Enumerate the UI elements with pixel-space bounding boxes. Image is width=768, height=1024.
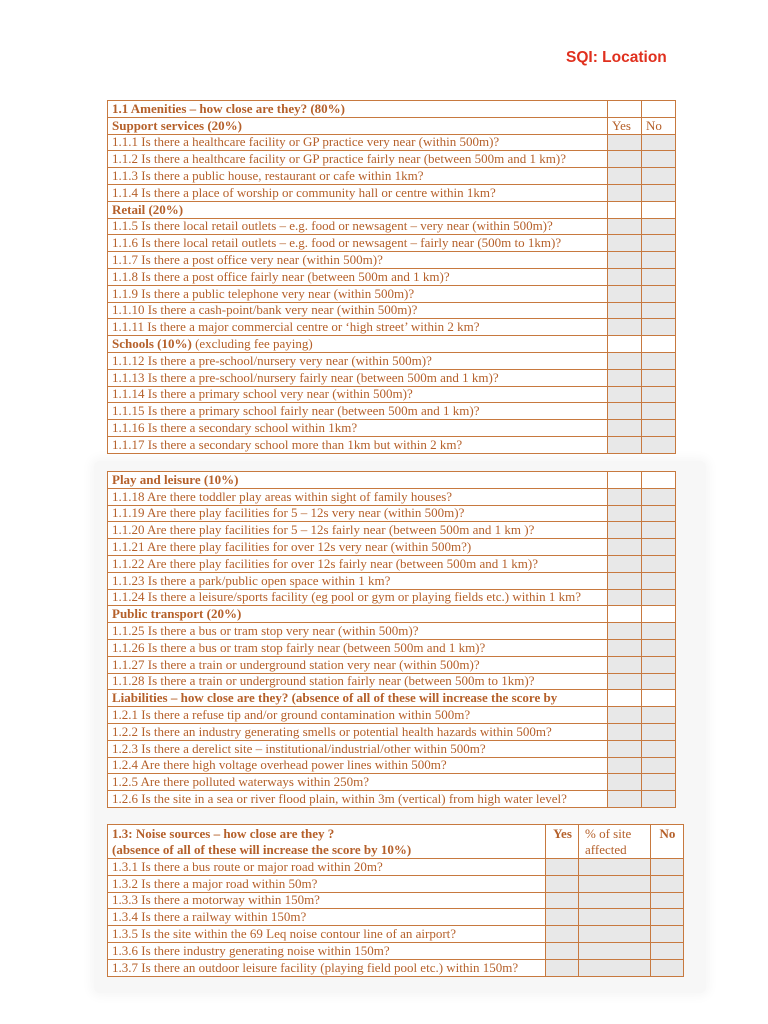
no-answer-cell bbox=[642, 268, 676, 285]
question-text: 1.1.8 Is there a post office fairly near (between 500m and 1 km)? bbox=[108, 268, 608, 285]
no-answer-cell bbox=[642, 302, 676, 319]
no-answer-cell bbox=[642, 723, 676, 740]
no-answer-cell bbox=[651, 859, 684, 876]
question-row bbox=[108, 589, 676, 606]
question-text: 1.2.4 Are there high voltage overhead power lines within 500m? bbox=[108, 757, 608, 774]
yes-answer-cell bbox=[608, 386, 642, 403]
question-row bbox=[108, 673, 676, 690]
yes-answer-cell bbox=[608, 539, 642, 556]
yes-answer-cell bbox=[608, 656, 642, 673]
yes-column-header: Yes bbox=[608, 117, 642, 134]
no-answer-cell bbox=[642, 488, 676, 505]
question-row bbox=[108, 352, 676, 369]
question-row bbox=[108, 235, 676, 252]
question-row bbox=[108, 436, 676, 453]
no-answer-cell bbox=[642, 319, 676, 336]
no-answer-cell bbox=[642, 352, 676, 369]
no-answer-cell bbox=[642, 184, 676, 201]
question-text: 1.3.7 Is there an outdoor leisure facility (playing field pool etc.) within 150m? bbox=[108, 959, 546, 976]
question-text: 1.2.5 Are there polluted waterways within 250m? bbox=[108, 774, 608, 791]
question-row bbox=[108, 420, 676, 437]
category-row-support-services bbox=[108, 117, 676, 134]
question-text: 1.1.21 Are there play facilities for over 12s very near (within 500m?) bbox=[108, 539, 608, 556]
category-label: Play and leisure (10%) bbox=[108, 472, 608, 489]
question-row bbox=[108, 302, 676, 319]
question-text: 1.1.9 Is there a public telephone very near (within 500m)? bbox=[108, 285, 608, 302]
yes-answer-cell bbox=[608, 572, 642, 589]
question-text: 1.2.3 Is there a derelict site – institutional/industrial/other within 500m? bbox=[108, 740, 608, 757]
question-row bbox=[108, 505, 676, 522]
percent-affected-column-header: % of site affected bbox=[579, 825, 651, 859]
category-row-schools bbox=[108, 336, 676, 353]
question-row bbox=[108, 740, 676, 757]
question-text: 1.1.4 Is there a place of worship or community hall or centre within 1km? bbox=[108, 184, 608, 201]
yes-answer-cell bbox=[608, 218, 642, 235]
no-answer-cell bbox=[642, 285, 676, 302]
yes-answer-cell bbox=[608, 589, 642, 606]
yes-answer-cell bbox=[608, 319, 642, 336]
question-text: 1.1.13 Is there a pre-school/nursery fairly near (between 500m and 1 km)? bbox=[108, 369, 608, 386]
yes-column-header: Yes bbox=[546, 825, 579, 859]
no-answer-cell bbox=[642, 707, 676, 724]
question-text: 1.3.6 Is there industry generating noise within 150m? bbox=[108, 942, 546, 959]
question-text: 1.1.27 Is there a train or underground station very near (within 500m)? bbox=[108, 656, 608, 673]
question-row bbox=[108, 926, 684, 943]
section-heading-row bbox=[108, 101, 676, 118]
question-row bbox=[108, 218, 676, 235]
category-label: Public transport (20%) bbox=[108, 606, 608, 623]
section-heading: 1.3: Noise sources – how close are they ? bbox=[112, 826, 335, 841]
percent-answer-cell bbox=[579, 875, 651, 892]
no-answer-cell bbox=[642, 436, 676, 453]
noise-heading-cell bbox=[108, 825, 546, 859]
category-label: Schools (10%) bbox=[112, 336, 192, 352]
no-answer-cell bbox=[642, 218, 676, 235]
no-answer-cell bbox=[651, 942, 684, 959]
section-subheading: (absence of all of these will increase the score by 10%) bbox=[112, 842, 412, 857]
yes-answer-cell bbox=[546, 892, 579, 909]
no-answer-cell bbox=[651, 959, 684, 976]
question-text: 1.1.17 Is there a secondary school more than 1km but within 2 km? bbox=[108, 436, 608, 453]
category-label: Support services (20%) bbox=[108, 117, 608, 134]
yes-answer-cell bbox=[608, 723, 642, 740]
question-text: 1.3.2 Is there a major road within 50m? bbox=[108, 875, 546, 892]
question-row bbox=[108, 555, 676, 572]
question-row bbox=[108, 403, 676, 420]
yes-answer-cell bbox=[546, 909, 579, 926]
category-note: (excluding fee paying) bbox=[195, 336, 313, 352]
yes-answer-cell bbox=[608, 168, 642, 185]
question-row bbox=[108, 151, 676, 168]
question-row bbox=[108, 875, 684, 892]
yes-answer-cell bbox=[608, 420, 642, 437]
question-row bbox=[108, 184, 676, 201]
question-text: 1.1.25 Is there a bus or tram stop very near (within 500m)? bbox=[108, 623, 608, 640]
yes-answer-cell bbox=[608, 352, 642, 369]
yes-answer-cell bbox=[608, 403, 642, 420]
yes-answer-cell bbox=[546, 875, 579, 892]
question-row bbox=[108, 942, 684, 959]
question-row bbox=[108, 723, 676, 740]
section-heading: 1.1 Amenities – how close are they? (80%) bbox=[108, 101, 608, 118]
category-row-retail bbox=[108, 201, 676, 218]
percent-answer-cell bbox=[579, 859, 651, 876]
play-transport-liabilities-table bbox=[107, 471, 676, 808]
question-text: 1.1.23 Is there a park/public open space within 1 km? bbox=[108, 572, 608, 589]
question-text: 1.1.14 Is there a primary school very near (within 500m)? bbox=[108, 386, 608, 403]
noise-sources-table bbox=[107, 824, 684, 977]
yes-cell bbox=[608, 606, 642, 623]
question-row bbox=[108, 252, 676, 269]
question-text: 1.1.20 Are there play facilities for 5 – 12s fairly near (between 500m and 1 km )? bbox=[108, 522, 608, 539]
question-row bbox=[108, 522, 676, 539]
question-row bbox=[108, 892, 684, 909]
page-title: SQI: Location bbox=[566, 49, 667, 66]
no-answer-cell bbox=[642, 623, 676, 640]
question-text: 1.1.10 Is there a cash-point/bank very near (within 500m)? bbox=[108, 302, 608, 319]
yes-answer-cell bbox=[608, 623, 642, 640]
question-row bbox=[108, 774, 676, 791]
yes-answer-cell bbox=[608, 151, 642, 168]
category-label: Liabilities – how close are they? (absence of all of these will increase the score by bbox=[108, 690, 608, 707]
question-text: 1.1.3 Is there a public house, restaurant or cafe within 1km? bbox=[108, 168, 608, 185]
no-answer-cell bbox=[642, 589, 676, 606]
question-text: 1.1.5 Is there local retail outlets – e.g. food or newsagent – very near (within 500m)? bbox=[108, 218, 608, 235]
question-text: 1.1.26 Is there a bus or tram stop fairly near (between 500m and 1 km)? bbox=[108, 639, 608, 656]
yes-answer-cell bbox=[546, 959, 579, 976]
percent-answer-cell bbox=[579, 959, 651, 976]
question-row bbox=[108, 572, 676, 589]
yes-answer-cell bbox=[608, 757, 642, 774]
percent-answer-cell bbox=[579, 926, 651, 943]
no-answer-cell bbox=[642, 639, 676, 656]
no-answer-cell bbox=[642, 235, 676, 252]
question-text: 1.1.11 Is there a major commercial centre or ‘high street’ within 2 km? bbox=[108, 319, 608, 336]
yes-answer-cell bbox=[608, 252, 642, 269]
yes-cell bbox=[608, 472, 642, 489]
yes-answer-cell bbox=[608, 774, 642, 791]
no-cell bbox=[642, 336, 676, 353]
yes-answer-cell bbox=[608, 134, 642, 151]
no-answer-cell bbox=[642, 791, 676, 808]
question-row bbox=[108, 791, 676, 808]
question-row bbox=[108, 386, 676, 403]
question-text: 1.3.5 Is the site within the 69 Leq noise contour line of an airport? bbox=[108, 926, 546, 943]
yes-answer-cell bbox=[608, 522, 642, 539]
question-row bbox=[108, 539, 676, 556]
question-text: 1.3.1 Is there a bus route or major road within 20m? bbox=[108, 859, 546, 876]
question-row bbox=[108, 859, 684, 876]
yes-answer-cell bbox=[546, 942, 579, 959]
question-row bbox=[108, 134, 676, 151]
question-row bbox=[108, 268, 676, 285]
yes-answer-cell bbox=[608, 555, 642, 572]
no-answer-cell bbox=[651, 926, 684, 943]
question-text: 1.2.2 Is there an industry generating smells or potential health hazards within 500m? bbox=[108, 723, 608, 740]
yes-answer-cell bbox=[608, 639, 642, 656]
percent-answer-cell bbox=[579, 942, 651, 959]
yes-cell bbox=[608, 201, 642, 218]
yes-answer-cell bbox=[608, 285, 642, 302]
yes-answer-cell bbox=[608, 184, 642, 201]
category-row-play-and-leisure bbox=[108, 472, 676, 489]
question-text: 1.1.19 Are there play facilities for 5 – 12s very near (within 500m)? bbox=[108, 505, 608, 522]
category-cell bbox=[108, 336, 608, 353]
question-text: 1.2.6 Is the site in a sea or river flood plain, within 3m (vertical) from high water level? bbox=[108, 791, 608, 808]
question-row bbox=[108, 959, 684, 976]
no-answer-cell bbox=[642, 420, 676, 437]
no-answer-cell bbox=[642, 403, 676, 420]
no-answer-cell bbox=[651, 892, 684, 909]
question-text: 1.1.24 Is there a leisure/sports facility (eg pool or gym or playing fields etc.) within 1 km? bbox=[108, 589, 608, 606]
yes-answer-cell bbox=[608, 302, 642, 319]
no-answer-cell bbox=[642, 555, 676, 572]
question-row bbox=[108, 639, 676, 656]
no-answer-cell bbox=[642, 151, 676, 168]
no-answer-cell bbox=[651, 875, 684, 892]
yes-answer-cell bbox=[608, 488, 642, 505]
question-text: 1.1.22 Are there play facilities for over 12s fairly near (between 500m and 1 km)? bbox=[108, 555, 608, 572]
no-answer-cell bbox=[642, 673, 676, 690]
question-row bbox=[108, 168, 676, 185]
question-text: 1.1.7 Is there a post office very near (within 500m)? bbox=[108, 252, 608, 269]
yes-answer-cell bbox=[608, 369, 642, 386]
question-text: 1.1.16 Is there a secondary school within 1km? bbox=[108, 420, 608, 437]
yes-cell bbox=[608, 690, 642, 707]
no-answer-cell bbox=[642, 539, 676, 556]
question-row bbox=[108, 707, 676, 724]
yes-answer-cell bbox=[608, 436, 642, 453]
yes-answer-cell bbox=[608, 791, 642, 808]
question-row bbox=[108, 488, 676, 505]
yes-cell bbox=[608, 336, 642, 353]
yes-answer-cell bbox=[608, 505, 642, 522]
amenities-table bbox=[107, 100, 676, 454]
no-cell bbox=[642, 101, 676, 118]
no-answer-cell bbox=[642, 522, 676, 539]
yes-cell bbox=[608, 101, 642, 118]
no-cell bbox=[642, 472, 676, 489]
question-row bbox=[108, 656, 676, 673]
question-text: 1.1.15 Is there a primary school fairly near (between 500m and 1 km)? bbox=[108, 403, 608, 420]
percent-answer-cell bbox=[579, 892, 651, 909]
question-text: 1.3.3 Is there a motorway within 150m? bbox=[108, 892, 546, 909]
question-text: 1.1.6 Is there local retail outlets – e.g. food or newsagent – fairly near (500m to 1km)? bbox=[108, 235, 608, 252]
no-cell bbox=[642, 690, 676, 707]
no-answer-cell bbox=[642, 656, 676, 673]
yes-answer-cell bbox=[608, 268, 642, 285]
no-answer-cell bbox=[642, 740, 676, 757]
question-row bbox=[108, 285, 676, 302]
no-answer-cell bbox=[642, 168, 676, 185]
question-text: 1.1.28 Is there a train or underground station fairly near (between 500m to 1km)? bbox=[108, 673, 608, 690]
no-answer-cell bbox=[642, 505, 676, 522]
no-answer-cell bbox=[642, 774, 676, 791]
question-text: 1.1.18 Are there toddler play areas within sight of family houses? bbox=[108, 488, 608, 505]
question-row bbox=[108, 319, 676, 336]
percent-answer-cell bbox=[579, 909, 651, 926]
category-label: Retail (20%) bbox=[108, 201, 608, 218]
no-answer-cell bbox=[642, 386, 676, 403]
no-answer-cell bbox=[642, 252, 676, 269]
question-row bbox=[108, 623, 676, 640]
no-answer-cell bbox=[642, 134, 676, 151]
no-cell bbox=[642, 606, 676, 623]
question-text: 1.2.1 Is there a refuse tip and/or ground contamination within 500m? bbox=[108, 707, 608, 724]
no-answer-cell bbox=[642, 572, 676, 589]
yes-answer-cell bbox=[608, 673, 642, 690]
question-row bbox=[108, 369, 676, 386]
yes-answer-cell bbox=[608, 707, 642, 724]
yes-answer-cell bbox=[608, 235, 642, 252]
question-text: 1.3.4 Is there a railway within 150m? bbox=[108, 909, 546, 926]
no-cell bbox=[642, 201, 676, 218]
no-column-header: No bbox=[651, 825, 684, 859]
no-column-header: No bbox=[642, 117, 676, 134]
yes-answer-cell bbox=[546, 926, 579, 943]
category-row-liabilities bbox=[108, 690, 676, 707]
category-row-public-transport bbox=[108, 606, 676, 623]
no-answer-cell bbox=[651, 909, 684, 926]
question-row bbox=[108, 757, 676, 774]
question-text: 1.1.1 Is there a healthcare facility or GP practice very near (within 500m)? bbox=[108, 134, 608, 151]
question-text: 1.1.2 Is there a healthcare facility or GP practice fairly near (between 500m and 1 km)? bbox=[108, 151, 608, 168]
question-row bbox=[108, 909, 684, 926]
yes-answer-cell bbox=[608, 740, 642, 757]
question-text: 1.1.12 Is there a pre-school/nursery very near (within 500m)? bbox=[108, 352, 608, 369]
noise-header-row bbox=[108, 825, 684, 859]
no-answer-cell bbox=[642, 369, 676, 386]
yes-answer-cell bbox=[546, 859, 579, 876]
no-answer-cell bbox=[642, 757, 676, 774]
